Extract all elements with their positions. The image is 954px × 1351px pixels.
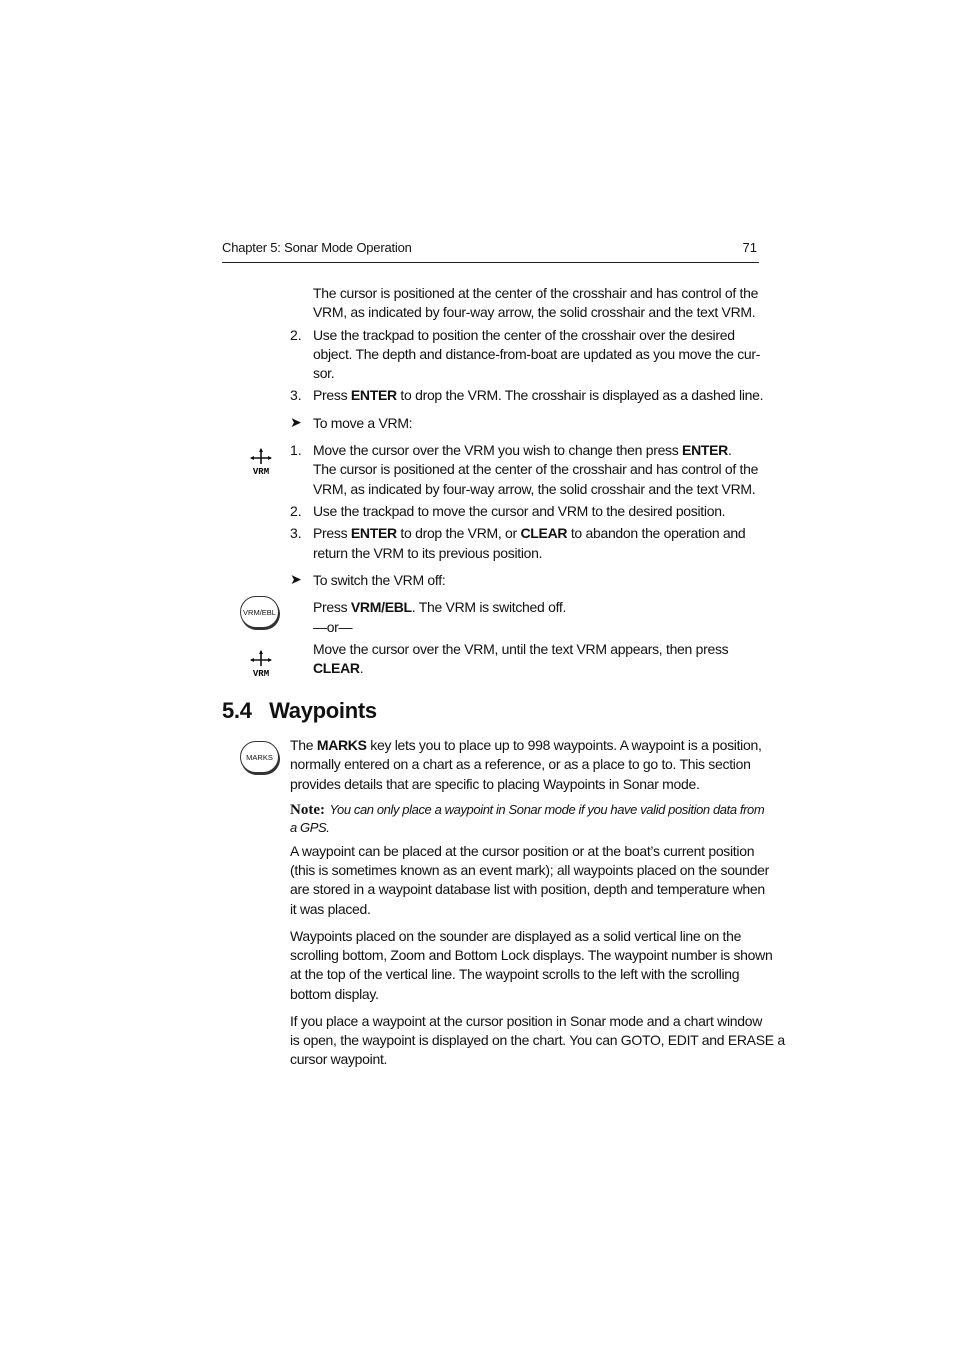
- vrm-crosshair-icon: [248, 650, 274, 683]
- vrm-icon-label: VRM: [252, 669, 270, 678]
- step-number: 1.: [290, 442, 302, 458]
- waypoints-p3-line4: bottom display.: [290, 986, 379, 1002]
- section-heading: 5.4 Waypoints: [222, 698, 377, 723]
- note-text-line1: You can only place a waypoint in Sonar mode if you have valid position data from: [329, 802, 765, 817]
- text: Press: [313, 599, 351, 615]
- page-header: [222, 238, 759, 263]
- key-name: ENTER: [350, 525, 397, 541]
- chapter-title: Chapter 5: Sonar Mode Operation: [222, 240, 412, 255]
- waypoints-p1-line3: provides details that are specific to placing Waypoints in Sonar mode.: [290, 776, 700, 792]
- key-name: ENTER: [682, 442, 728, 458]
- switch-off-line3: [313, 659, 363, 679]
- move-step3-line2: return the VRM to its previous position.: [313, 545, 543, 561]
- arrow-bullet-icon: ➤: [290, 571, 302, 587]
- waypoints-p3-line2: scrolling bottom, Zoom and Bottom Lock displays. The waypoint number is shown: [290, 947, 773, 963]
- intro-step2-line2: object. The depth and distance-from-boat are updated as you move the cur-: [313, 346, 761, 362]
- text: Press: [313, 525, 351, 541]
- waypoints-p3-line1: Waypoints placed on the sounder are displayed as a solid vertical line on the: [290, 928, 742, 944]
- step-number: 2.: [290, 503, 302, 519]
- text: The: [290, 737, 317, 753]
- waypoints-p4-line2: is open, the waypoint is displayed on the chart. You can GOTO, EDIT and ERASE a: [290, 1032, 785, 1048]
- waypoints-p3-line3: at the top of the vertical line. The waypoint scrolls to the left with the scrolling: [290, 966, 740, 982]
- text: to drop the VRM. The crosshair is displayed as a dashed line.: [396, 387, 764, 403]
- text: Press: [313, 387, 351, 403]
- step-number: 3.: [290, 525, 302, 541]
- page-number: 71: [742, 240, 757, 255]
- intro-step3: [313, 386, 763, 406]
- waypoints-p4-line3: cursor waypoint.: [290, 1051, 388, 1067]
- intro-cont-line1: The cursor is positioned at the center of the crosshair and has control of the: [313, 285, 759, 301]
- step-number: 2.: [290, 327, 302, 343]
- marks-key-icon: MARKS: [240, 741, 279, 773]
- key-name: MARKS: [316, 737, 367, 753]
- text: Move the cursor over the VRM you wish to change then press: [313, 442, 683, 458]
- vrm-crosshair-icon: [248, 448, 274, 481]
- switch-off-line2: Move the cursor over the VRM, until the text VRM appears, then press: [313, 641, 729, 657]
- move-step2: Use the trackpad to move the cursor and VRM to the desired position.: [313, 503, 726, 519]
- intro-step2-line1: Use the trackpad to position the center of the crosshair over the desired: [313, 327, 735, 343]
- text: to drop the VRM, or: [396, 525, 521, 541]
- intro-cont-line2: VRM, as indicated by four-way arrow, the solid crosshair and the text VRM.: [313, 304, 756, 320]
- move-step1-line3: VRM, as indicated by four-way arrow, the solid crosshair and the text VRM.: [313, 481, 756, 497]
- note-text-line2: a GPS.: [290, 820, 330, 835]
- note: [290, 801, 764, 819]
- move-step1-line1: [313, 441, 732, 461]
- waypoints-p2-line3: are stored in a waypoint database list with position, depth and temperature when: [290, 881, 765, 897]
- key-name: VRM/EBL: [350, 599, 412, 615]
- key-name: ENTER: [350, 387, 397, 403]
- waypoints-p2-line2: (this is sometimes known as an event mark); all waypoints placed on the sounder: [290, 862, 769, 878]
- text: to abandon the operation and: [567, 525, 746, 541]
- text: key lets you to place up to 998 waypoints. A waypoint is a position,: [366, 737, 762, 753]
- intro-step2-line3: sor.: [313, 365, 335, 381]
- text: .: [359, 660, 364, 676]
- move-step3-line1: [313, 524, 745, 544]
- procedure-title: To move a VRM:: [313, 415, 413, 431]
- arrow-bullet-icon: ➤: [290, 414, 302, 430]
- waypoints-p4-line1: If you place a waypoint at the cursor position in Sonar mode and a chart window: [290, 1013, 763, 1029]
- vrm-icon-label: VRM: [252, 467, 270, 476]
- text: .: [728, 442, 732, 458]
- procedure-title: To switch the VRM off:: [313, 572, 446, 588]
- switch-off-line1: [313, 598, 566, 618]
- text: . The VRM is switched off.: [411, 599, 567, 615]
- step-number: 3.: [290, 387, 302, 403]
- move-step1-line2: The cursor is positioned at the center of the crosshair and has control of the: [313, 461, 759, 477]
- key-name: CLEAR: [313, 660, 360, 676]
- waypoints-p2-line1: A waypoint can be placed at the cursor position or at the boat’s current position: [290, 843, 755, 859]
- or-separator: —or—: [313, 619, 353, 635]
- note-label: Note:: [290, 802, 325, 818]
- waypoints-p1-line2: normally entered on a chart as a reference, or as a place to go to. This section: [290, 756, 751, 772]
- waypoints-p2-line4: it was placed.: [290, 901, 371, 917]
- waypoints-p1-line1: [290, 736, 762, 756]
- key-name: CLEAR: [520, 525, 568, 541]
- vrm-ebl-key-icon: VRM/EBL: [240, 596, 279, 628]
